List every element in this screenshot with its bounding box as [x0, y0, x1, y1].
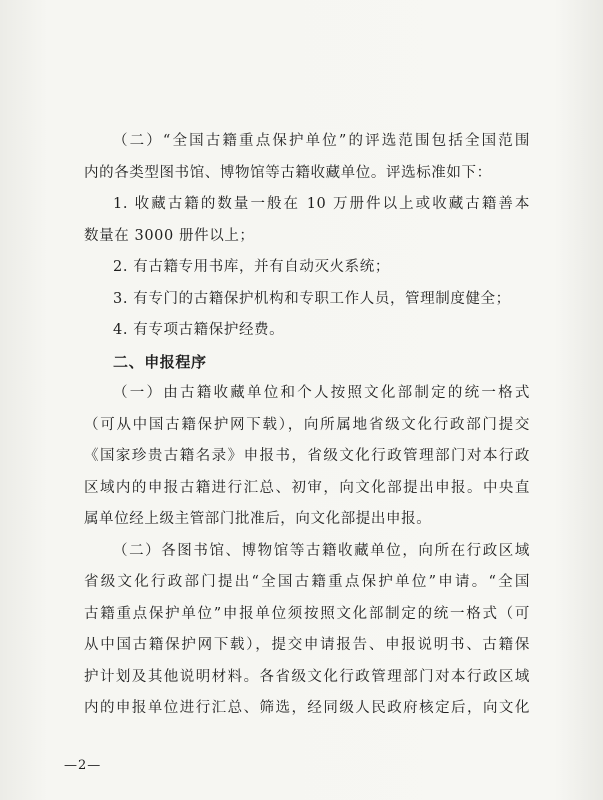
- paragraph-line: 数量在 3000 册件以上；: [84, 227, 255, 244]
- paragraph-line: 省级文化行政部门提出“全国古籍重点保护单位”申请。“全国: [84, 574, 530, 590]
- section-heading: 二、申报程序: [113, 352, 207, 371]
- paragraph-line: 内的各类型图书馆、博物馆等古籍收藏单位。评选标准如下：: [84, 164, 492, 181]
- paragraph-line: （一）由古籍收藏单位和个人按照文化部制定的统一格式: [113, 385, 530, 401]
- criteria-item-3: 3. 有专门的古籍保护机构和专职工作人员，管理制度健全；: [113, 290, 511, 307]
- paragraph-line: 《国家珍贵古籍名录》申报书，省级文化行政管理部门对本行政: [84, 448, 530, 464]
- paragraph-line: 古籍重点保护单位”申报单位须按照文化部制定的统一格式（可: [84, 605, 530, 622]
- criteria-item-1: 1. 收藏古籍的数量一般在 10 万册件以上或收藏古籍善本: [113, 196, 530, 212]
- criteria-item-2: 2. 有古籍专用书库，并有自动灭火系统；: [113, 259, 390, 275]
- page-number: —2—: [64, 758, 102, 773]
- paragraph-line: 属单位经上级主管部门批准后，向文化部提出申报。: [84, 511, 432, 527]
- paragraph-line: （可从中国古籍保护网下载），向所属地省级文化行政部门提交: [84, 416, 530, 433]
- criteria-item-4: 4. 有专项古籍保护经费。: [113, 322, 285, 338]
- paragraph-line: 内的申报单位进行汇总、筛选，经同级人民政府核定后，向文化: [84, 700, 530, 716]
- paragraph-line: （二）各图书馆、博物馆等古籍收藏单位，向所在行政区域: [113, 542, 530, 559]
- paragraph-line: 从中国古籍保护网下载），提交申请报告、申报说明书、古籍保: [84, 637, 530, 653]
- paragraph-line: （二）“全国古籍重点保护单位”的评选范围包括全国范围: [113, 133, 530, 149]
- body-text: [84, 126, 530, 725]
- paragraph-line: 区域内的申报古籍进行汇总、初审，向文化部提出申报。中央直: [84, 479, 530, 496]
- paragraph-line: 护计划及其他说明材料。各省级文化行政管理部门对本行政区域: [84, 668, 530, 685]
